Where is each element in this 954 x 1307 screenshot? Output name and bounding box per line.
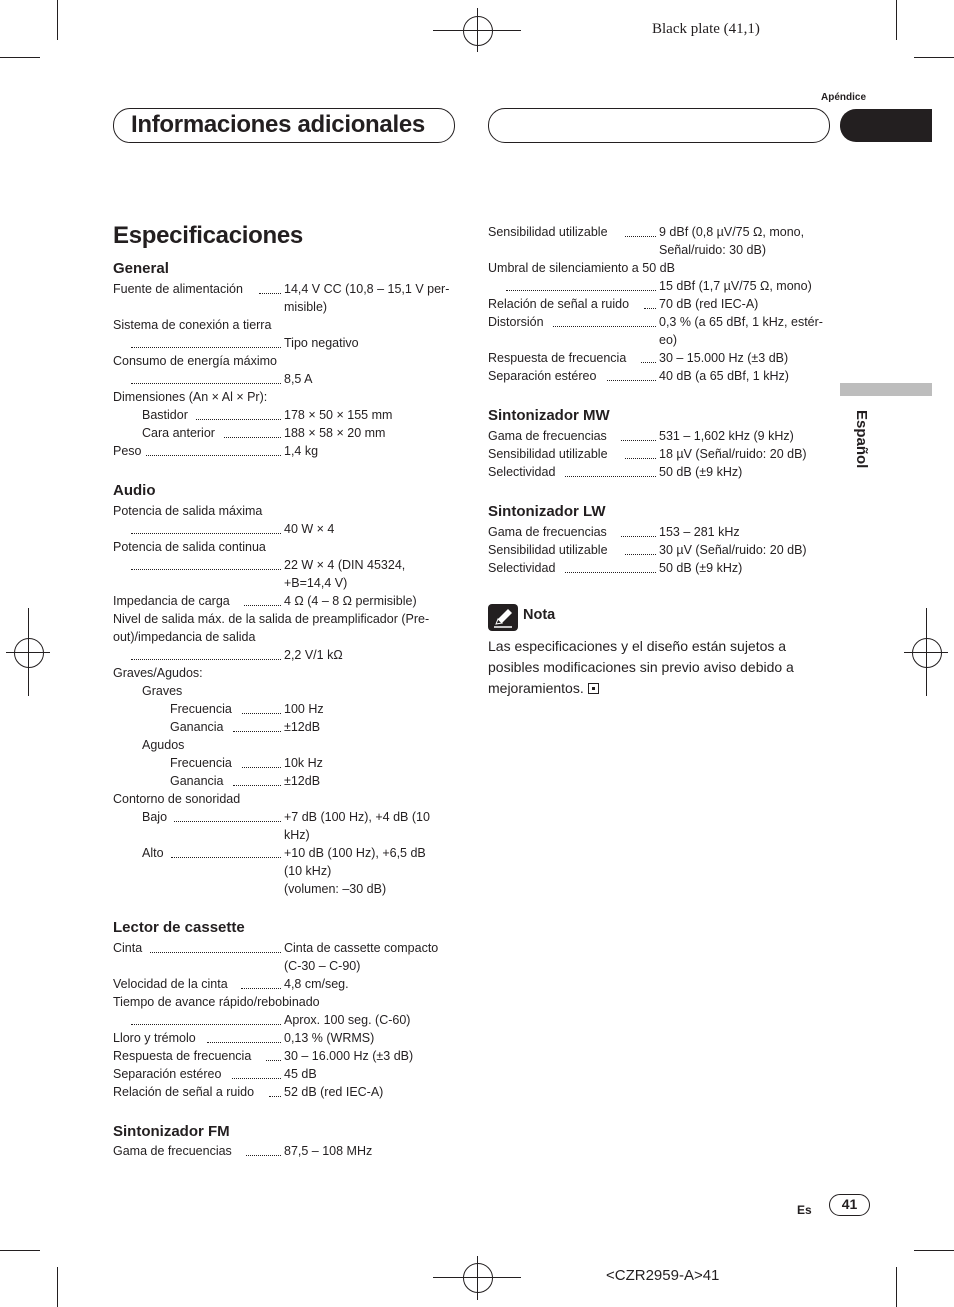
page-title: Especificaciones: [113, 222, 303, 249]
spec-label: Graves/Agudos:: [113, 666, 203, 680]
page-number: 41: [829, 1194, 870, 1216]
spec-label: Agudos: [142, 738, 185, 752]
spec-label: Consumo de energía máximo: [113, 354, 277, 368]
spec-label: out)/impedancia de salida: [113, 630, 256, 644]
spec-label: Bastidor: [142, 408, 188, 422]
spec-value: ±12dB: [284, 720, 321, 734]
leader-dots: [644, 308, 656, 309]
section-label: Apéndice: [821, 92, 867, 103]
section-heading-lw: Sintonizador LW: [488, 503, 606, 520]
spec-value: (C-30 – C-90): [284, 959, 361, 973]
spec-label: Peso: [113, 444, 142, 458]
spec-value: Señal/ruido: 30 dB): [659, 243, 767, 257]
spec-label: Nivel de salida máx. de la salida de preamplificador (Pre-: [113, 612, 430, 626]
crop-mark: [57, 1267, 58, 1307]
note-line: [488, 678, 833, 699]
section-heading-cassette: Lector de cassette: [113, 919, 245, 936]
note-line: posibles modificaciones sin previo aviso debido a: [488, 659, 794, 675]
spec-label: Lloro y trémolo: [113, 1031, 196, 1045]
header-title: Informaciones adicionales: [131, 111, 425, 138]
spec-value: 40 dB (a 65 dBf, 1 kHz): [659, 369, 789, 383]
leader-dots: [246, 1155, 281, 1156]
spec-value: 178 × 50 × 155 mm: [284, 408, 393, 422]
leader-dots: [506, 290, 656, 291]
leader-dots: [565, 572, 656, 573]
spec-label: Respuesta de frecuencia: [488, 351, 627, 365]
leader-dots: [259, 293, 281, 294]
end-mark-icon: [588, 683, 599, 694]
leader-dots: [224, 437, 281, 438]
leader-dots: [232, 1078, 281, 1079]
spec-value: Tipo negativo: [284, 336, 359, 350]
leader-dots: [233, 785, 281, 786]
spec-value: ±12dB: [284, 774, 321, 788]
spec-value: 22 W × 4 (DIN 45324,: [284, 558, 406, 572]
leader-dots: [150, 952, 281, 953]
spec-label: Umbral de silenciamiento a 50 dB: [488, 261, 675, 275]
spec-value: (volumen: –30 dB): [284, 882, 387, 896]
spec-value: 18 µV (Señal/ruido: 20 dB): [659, 447, 807, 461]
spec-label: Dimensiones (An × Al × Pr):: [113, 390, 268, 404]
leader-dots: [196, 419, 281, 420]
leader-dots: [242, 767, 281, 768]
leader-dots: [131, 383, 281, 384]
spec-value: eo): [659, 333, 678, 347]
spec-label: Potencia de salida continua: [113, 540, 266, 554]
spec-label: Relación de señal a ruido: [488, 297, 630, 311]
spec-value: 10k Hz: [284, 756, 323, 770]
spec-label: Distorsión: [488, 315, 544, 329]
spec-value: 4 Ω (4 – 8 Ω permisible): [284, 594, 417, 608]
leader-dots: [621, 440, 656, 441]
leader-dots: [241, 988, 281, 989]
spec-value: 1,4 kg: [284, 444, 319, 458]
leader-dots: [641, 362, 656, 363]
spec-value: +B=14,4 V): [284, 576, 348, 590]
spec-label: Separación estéreo: [488, 369, 597, 383]
spec-label: Respuesta de frecuencia: [113, 1049, 252, 1063]
spec-value: 100 Hz: [284, 702, 324, 716]
crop-mark: [914, 57, 954, 58]
leader-dots: [244, 605, 281, 606]
spec-label: Cara anterior: [142, 426, 215, 440]
leader-dots: [131, 1024, 281, 1025]
spec-label: Contorno de sonoridad: [113, 792, 241, 806]
crop-mark: [0, 1250, 40, 1251]
registration-target-icon: [14, 638, 44, 668]
spec-label: Ganancia: [170, 720, 224, 734]
leader-dots: [174, 821, 281, 822]
header-empty-pill: [488, 108, 830, 143]
spec-value: Cinta de cassette compacto: [284, 941, 439, 955]
spec-value: kHz): [284, 828, 310, 842]
crop-mark: [0, 57, 40, 58]
leader-dots: [131, 569, 281, 570]
registration-target-icon: [463, 16, 493, 46]
leader-dots: [233, 731, 281, 732]
section-tab: [840, 109, 932, 142]
leader-dots: [131, 533, 281, 534]
crop-mark: [896, 0, 897, 40]
note-title: Nota: [523, 607, 556, 623]
leader-dots: [207, 1042, 281, 1043]
spec-value: 9 dBf (0,8 µV/75 Ω, mono,: [659, 225, 805, 239]
leader-dots: [565, 476, 656, 477]
leader-dots: [607, 380, 656, 381]
leader-dots: [266, 1060, 281, 1061]
leader-dots: [553, 326, 656, 327]
spec-value: 50 dB (±9 kHz): [659, 561, 743, 575]
spec-value: 153 – 281 kHz: [659, 525, 740, 539]
spec-value: 30 – 15.000 Hz (±3 dB): [659, 351, 789, 365]
spec-label: Separación estéreo: [113, 1067, 222, 1081]
spec-value: (10 kHz): [284, 864, 332, 878]
language-tab-bar: [840, 383, 932, 396]
spec-value: 0,3 % (a 65 dBf, 1 kHz, estér-: [659, 315, 823, 329]
note-line: Las especificaciones y el diseño están sujetos a: [488, 638, 787, 654]
spec-label: Relación de señal a ruido: [113, 1085, 255, 1099]
plate-label: Black plate (41,1): [652, 21, 760, 37]
spec-value: Aprox. 100 seg. (C-60): [284, 1013, 411, 1027]
spec-label: Alto: [142, 846, 164, 860]
leader-dots: [146, 455, 281, 456]
spec-value: 8,5 A: [284, 372, 313, 386]
spec-label: Sensibilidad utilizable: [488, 225, 608, 239]
spec-label: Sensibilidad utilizable: [488, 447, 608, 461]
spec-value: 188 × 58 × 20 mm: [284, 426, 386, 440]
section-heading-audio: Audio: [113, 482, 156, 499]
leader-dots: [171, 857, 281, 858]
spec-value: 45 dB: [284, 1067, 317, 1081]
spec-value: 30 µV (Señal/ruido: 20 dB): [659, 543, 807, 557]
leader-dots: [242, 713, 281, 714]
spec-label: Gama de frecuencias: [113, 1144, 232, 1158]
spec-value: 531 – 1,602 kHz (9 kHz): [659, 429, 794, 443]
spec-label: Bajo: [142, 810, 168, 824]
spec-label: Frecuencia: [170, 756, 232, 770]
leader-dots: [269, 1096, 281, 1097]
spec-label: Velocidad de la cinta: [113, 977, 228, 991]
spec-label: Cinta: [113, 941, 143, 955]
spec-value: 70 dB (red IEC-A): [659, 297, 759, 311]
language-tab-label: Español: [853, 410, 870, 469]
leader-dots: [131, 347, 281, 348]
leader-dots: [131, 659, 281, 660]
leader-dots: [621, 536, 656, 537]
section-heading-fm: Sintonizador FM: [113, 1123, 230, 1140]
spec-value: 40 W × 4: [284, 522, 335, 536]
spec-label: Impedancia de carga: [113, 594, 230, 608]
spec-label: Graves: [142, 684, 183, 698]
footer-code: <CZR2959-A>41: [606, 1267, 720, 1284]
spec-value: 50 dB (±9 kHz): [659, 465, 743, 479]
spec-value: 4,8 cm/seg.: [284, 977, 349, 991]
spec-value: 2,2 V/1 kΩ: [284, 648, 343, 662]
spec-label: Ganancia: [170, 774, 224, 788]
spec-value: misible): [284, 300, 328, 314]
spec-label: Selectividad: [488, 465, 556, 479]
spec-label: Gama de frecuencias: [488, 525, 607, 539]
spec-label: Potencia de salida máxima: [113, 504, 263, 518]
spec-label: Frecuencia: [170, 702, 232, 716]
spec-value: +7 dB (100 Hz), +4 dB (10: [284, 810, 430, 824]
spec-value: 15 dBf (1,7 µV/75 Ω, mono): [659, 279, 812, 293]
registration-target-icon: [912, 638, 942, 668]
spec-label: Gama de frecuencias: [488, 429, 607, 443]
spec-value: +10 dB (100 Hz), +6,5 dB: [284, 846, 426, 860]
crop-mark: [896, 1267, 897, 1307]
leader-dots: [625, 236, 656, 237]
spec-label: Sistema de conexión a tierra: [113, 318, 272, 332]
leader-dots: [625, 554, 656, 555]
crop-mark: [914, 1250, 954, 1251]
section-heading-general: General: [113, 260, 169, 277]
header-title-pill: [113, 108, 455, 143]
page-language-code: Es: [797, 1203, 812, 1217]
spec-label: Sensibilidad utilizable: [488, 543, 608, 557]
note-line-text: mejoramientos.: [488, 680, 584, 696]
leader-dots: [625, 458, 656, 459]
spec-value: 0,13 % (WRMS): [284, 1031, 375, 1045]
note-body: [488, 636, 833, 699]
spec-value: 52 dB (red IEC-A): [284, 1085, 384, 1099]
spec-label: Fuente de alimentación: [113, 282, 243, 296]
note-pencil-icon: [488, 604, 518, 631]
section-heading-mw: Sintonizador MW: [488, 407, 610, 424]
spec-label: Selectividad: [488, 561, 556, 575]
crop-mark: [57, 0, 58, 40]
registration-target-icon: [463, 1263, 493, 1293]
spec-value: 87,5 – 108 MHz: [284, 1144, 373, 1158]
spec-label: Tiempo de avance rápido/rebobinado: [113, 995, 320, 1009]
spec-value: 30 – 16.000 Hz (±3 dB): [284, 1049, 414, 1063]
spec-value: 14,4 V CC (10,8 – 15,1 V per-: [284, 282, 450, 296]
